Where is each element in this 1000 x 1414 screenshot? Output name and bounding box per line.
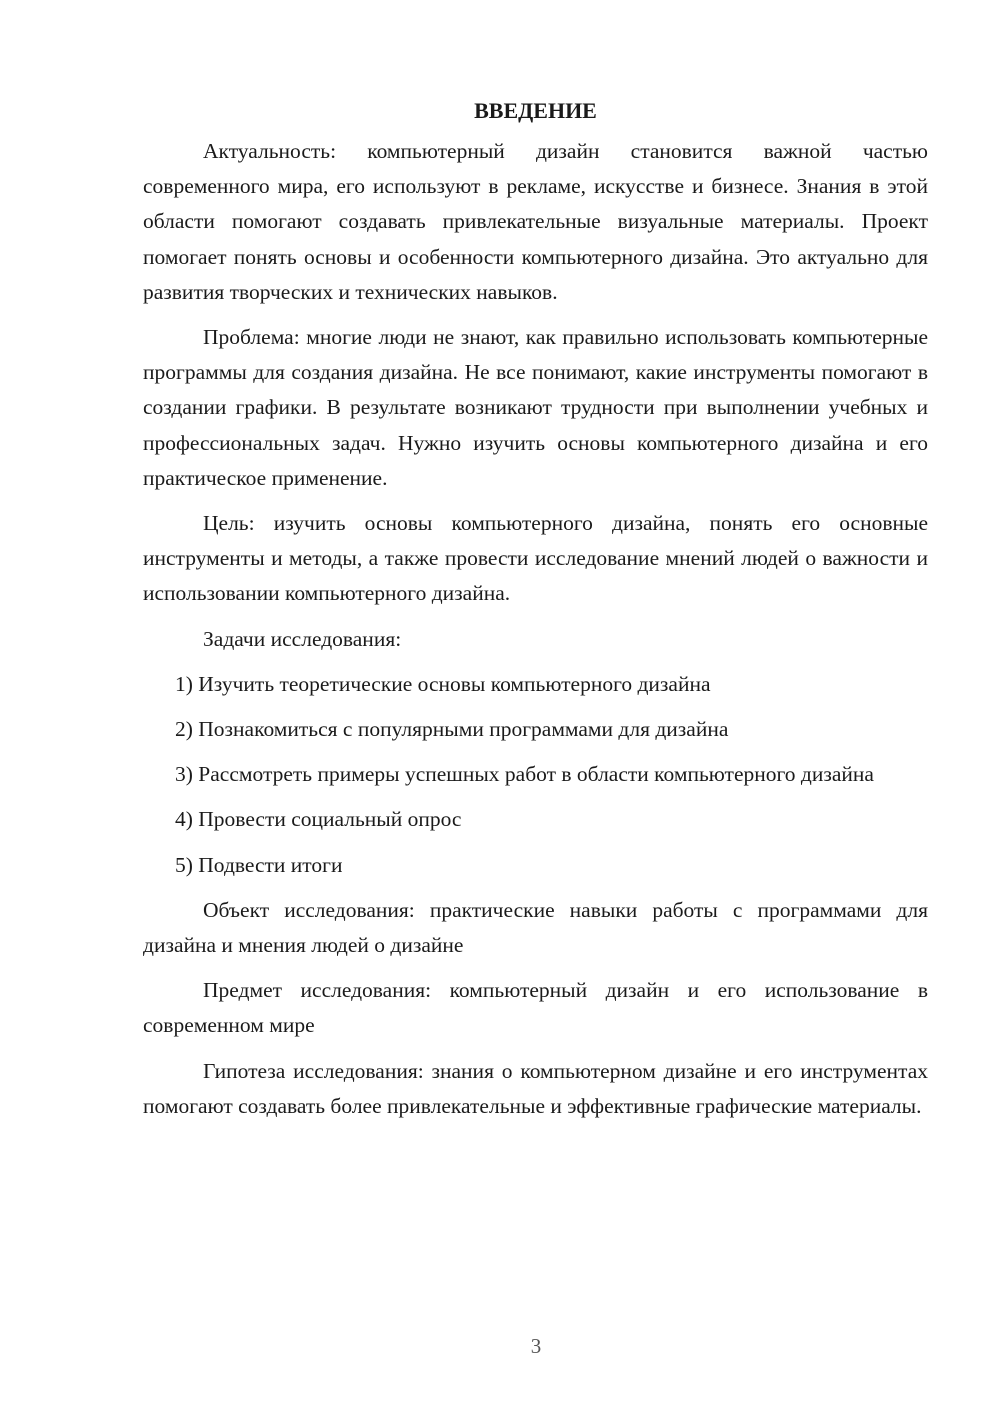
tasks-title: Задачи исследования:	[203, 626, 402, 651]
section-heading: ВВЕДЕНИЕ	[474, 98, 597, 123]
object-paragraph: Объект исследования: практические навыки работы с программами для дизайна и мнения людей о дизайне	[143, 897, 928, 958]
task-item: 4) Провести социальный опрос	[175, 807, 462, 832]
task-item: 5) Подвести итоги	[175, 852, 343, 877]
problem-paragraph: Проблема: многие люди не знают, как правильно использовать компьютерные программы для создания дизайна. Не все понимают, какие инструменты помогают в создании графики. В результате возникают трудности при выполнении учебных и профессиональных задач. Нужно изучить основы компьютерного дизайна и его практическое применение.	[143, 325, 928, 490]
hypothesis-paragraph: Гипотеза исследования: знания о компьютерном дизайне и его инструментах помогают создавать более привлекательные и эффективные графические материалы.	[143, 1058, 928, 1118]
task-item: 2) Познакомиться с популярными программами для дизайна	[175, 717, 729, 742]
page-number: 3	[530, 1334, 542, 1358]
page-content	[143, 93, 928, 1134]
goal-paragraph: Цель: изучить основы компьютерного дизайна, понять его основные инструменты и методы, а также провести исследование мнений людей о важности и использовании компьютерного дизайна.	[143, 511, 928, 606]
task-item: 3) Рассмотреть примеры успешных работ в области компьютерного дизайна	[175, 762, 874, 787]
task-item: 1) Изучить теоретические основы компьютерного дизайна	[175, 671, 711, 696]
relevance-paragraph: Актуальность: компьютерный дизайн становится важной частью современного мира, его используют в рекламе, искусстве и бизнесе. Знания в этой области помогают создавать привлекательные визуальные материалы. Проект помогает понять основы и особенности компьютерного дизайна. Это актуально для развития творческих и технических навыков.	[143, 139, 928, 304]
subject-paragraph: Предмет исследования: компьютерный дизайн и его использование в современном мире	[143, 978, 928, 1038]
